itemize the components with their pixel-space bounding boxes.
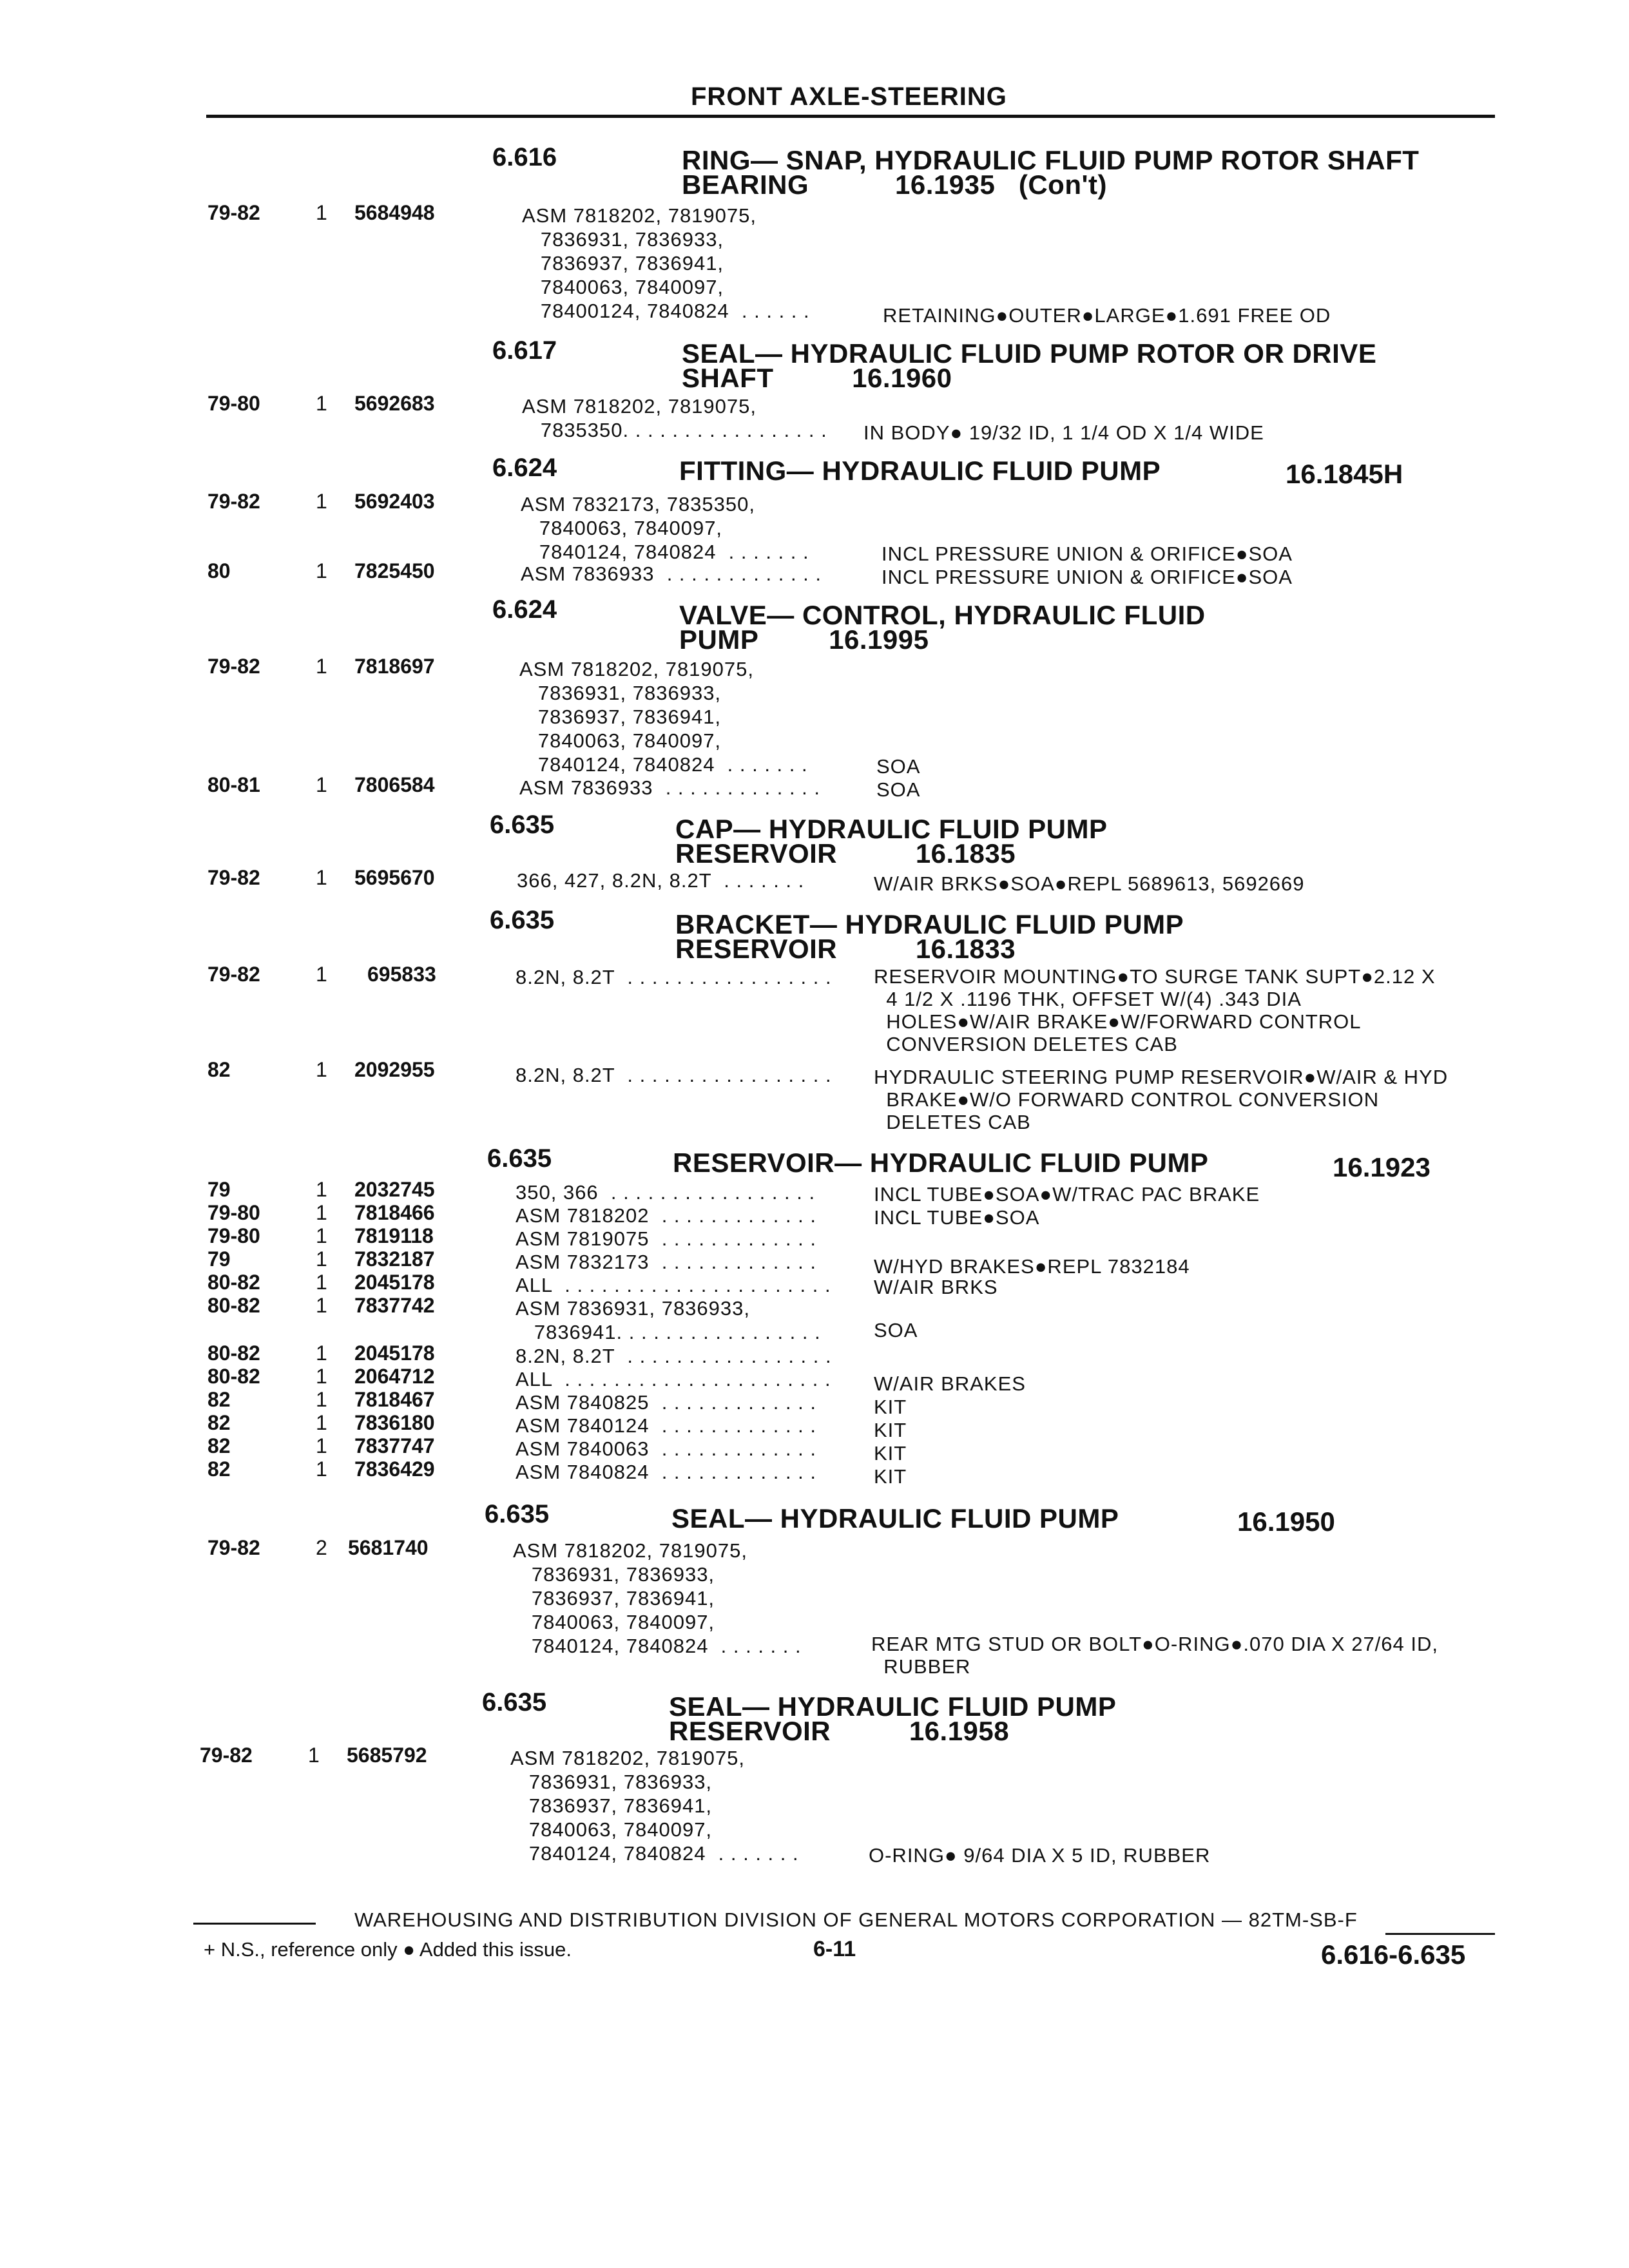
- usage: ASM 7819075 . . . . . . . . . . . . .: [516, 1227, 817, 1250]
- section-number: 6.635: [490, 811, 555, 839]
- quantity: 1: [316, 1434, 327, 1457]
- footer-legend: + N.S., reference only ● Added this issue.: [204, 1938, 572, 1961]
- part-number: 5695670: [354, 866, 435, 889]
- years: 79-82: [207, 490, 260, 513]
- part-number: 7836180: [354, 1411, 435, 1434]
- description: KIT: [874, 1442, 907, 1465]
- description: KIT: [874, 1396, 907, 1418]
- part-number: 7832187: [354, 1247, 435, 1271]
- years: 79-82: [200, 1744, 253, 1767]
- part-number: 5681740: [348, 1536, 429, 1559]
- usage: ASM 7836933 . . . . . . . . . . . . .: [521, 562, 822, 585]
- description: INCL PRESSURE UNION & ORIFICE●SOA: [882, 566, 1293, 588]
- part-number: 2092955: [354, 1058, 435, 1081]
- quantity: 1: [316, 1388, 327, 1411]
- part-number: 2045178: [354, 1271, 435, 1294]
- usage: ASM 7840124 . . . . . . . . . . . . .: [516, 1414, 817, 1437]
- part-number: 5685792: [347, 1744, 427, 1767]
- header-rule: [206, 115, 1495, 118]
- section-title: SEAL— HYDRAULIC FLUID PUMP RESERVOIR 16.1958: [669, 1691, 1117, 1746]
- years: 79-82: [207, 866, 260, 889]
- description: INCL TUBE●SOA●W/TRAC PAC BRAKE: [874, 1183, 1260, 1206]
- years: 80-81: [207, 773, 260, 796]
- footer-publisher: WAREHOUSING AND DISTRIBUTION DIVISION OF GENERAL MOTORS CORPORATION — 82TM-SB-F: [354, 1908, 1358, 1931]
- years: 82: [207, 1434, 231, 1457]
- quantity: 1: [316, 1247, 327, 1271]
- section-number: 6.635: [485, 1500, 550, 1528]
- part-number: 5692403: [354, 490, 435, 513]
- years: 79-80: [207, 1224, 260, 1247]
- description: RESERVOIR MOUNTING●TO SURGE TANK SUPT●2.12 X 4 1/2 X .1196 THK, OFFSET W/(4) .343 DIA HOLES●W/AIR BRAKE●W/FORWARD CONTROL CONVERSION DELETES CAB: [874, 965, 1436, 1055]
- years: 79: [207, 1178, 231, 1201]
- years: 79-82: [207, 963, 260, 986]
- years: 79-82: [207, 201, 260, 224]
- years: 80-82: [207, 1365, 260, 1388]
- section-number: 6.635: [487, 1144, 552, 1173]
- description: KIT: [874, 1465, 907, 1488]
- years: 82: [207, 1457, 231, 1481]
- section-title: RESERVOIR— HYDRAULIC FLUID PUMP: [673, 1148, 1209, 1178]
- part-number: 5684948: [354, 201, 435, 224]
- page-header: FRONT AXLE-STEERING: [691, 82, 1007, 111]
- quantity: 1: [308, 1744, 320, 1767]
- description: HYDRAULIC STEERING PUMP RESERVOIR●W/AIR & HYD BRAKE●W/O FORWARD CONTROL CONVERSION DELETES CAB: [874, 1066, 1449, 1133]
- usage: ASM 7818202 . . . . . . . . . . . . .: [516, 1204, 817, 1227]
- years: 80-82: [207, 1294, 260, 1317]
- part-number: 7836429: [354, 1457, 435, 1481]
- quantity: 1: [316, 1178, 327, 1201]
- usage: ASM 7818202, 7819075, 7836931, 7836933, 7836937, 7836941, 7840063, 7840097, 7840124, 7840824 . . . . . . .: [519, 658, 808, 776]
- usage: ASM 7836931, 7836933, 7836941. . . . . . . . . . . . . . . . .: [516, 1297, 821, 1343]
- quantity: 1: [316, 866, 327, 889]
- years: 79-82: [207, 1536, 260, 1559]
- usage: ASM 7832173, 7835350, 7840063, 7840097, 7840124, 7840824 . . . . . . .: [521, 493, 809, 563]
- section-number: 6.617: [492, 336, 557, 365]
- description: W/AIR BRKS: [874, 1276, 998, 1298]
- part-number: 7806584: [354, 773, 435, 796]
- description: W/HYD BRAKES●REPL 7832184: [874, 1255, 1190, 1278]
- quantity: 1: [316, 490, 327, 513]
- part-number: 7825450: [354, 559, 435, 582]
- section-title: VALVE— CONTROL, HYDRAULIC FLUID PUMP 16.1995: [679, 600, 1206, 655]
- section-title: CAP— HYDRAULIC FLUID PUMP RESERVOIR 16.1835: [675, 814, 1108, 869]
- section-number: 6.635: [490, 906, 555, 934]
- usage: 366, 427, 8.2N, 8.2T . . . . . . .: [517, 869, 805, 892]
- description: INCL TUBE●SOA: [874, 1206, 1040, 1229]
- usage: ALL . . . . . . . . . . . . . . . . . . . . . .: [516, 1368, 831, 1390]
- footer-rule-left: [193, 1923, 316, 1925]
- part-number: 2045178: [354, 1341, 435, 1365]
- part-number: 2064712: [354, 1365, 435, 1388]
- quantity: 1: [316, 1294, 327, 1317]
- years: 82: [207, 1411, 231, 1434]
- description: INCL PRESSURE UNION & ORIFICE●SOA: [882, 543, 1293, 565]
- quantity: 2: [316, 1536, 327, 1559]
- section-title: SEAL— HYDRAULIC FLUID PUMP: [671, 1503, 1119, 1533]
- quantity: 1: [316, 392, 327, 415]
- years: 80: [207, 559, 231, 582]
- section-reference: 16.1845H: [1286, 459, 1403, 489]
- quantity: 1: [316, 1457, 327, 1481]
- quantity: 1: [316, 773, 327, 796]
- section-number: 6.635: [482, 1688, 547, 1716]
- part-number: 7819118: [354, 1224, 434, 1247]
- section-title: BRACKET— HYDRAULIC FLUID PUMP RESERVOIR 16.1833: [675, 909, 1184, 964]
- usage: ASM 7818202, 7819075, 7836931, 7836933, 7836937, 7836941, 7840063, 7840097, 7840124, 7840824 . . . . . . .: [510, 1747, 799, 1865]
- usage: ASM 7836933 . . . . . . . . . . . . .: [519, 776, 821, 799]
- description: KIT: [874, 1419, 907, 1441]
- years: 79: [207, 1247, 231, 1271]
- usage: 350, 366 . . . . . . . . . . . . . . . . .: [516, 1181, 816, 1204]
- section-title: RING— SNAP, HYDRAULIC FLUID PUMP ROTOR SHAFT BEARING 16.1935 (Con't): [682, 145, 1420, 200]
- years: 79-80: [207, 392, 260, 415]
- usage: ALL . . . . . . . . . . . . . . . . . . . . . .: [516, 1274, 831, 1296]
- quantity: 1: [316, 1224, 327, 1247]
- section-reference: 16.1950: [1237, 1506, 1335, 1537]
- section-title: SEAL— HYDRAULIC FLUID PUMP ROTOR OR DRIVE SHAFT 16.1960: [682, 338, 1377, 393]
- page-number: 6-11: [813, 1937, 856, 1961]
- part-number: 7837742: [354, 1294, 435, 1317]
- quantity: 1: [316, 1271, 327, 1294]
- years: 82: [207, 1388, 231, 1411]
- quantity: 1: [316, 963, 327, 986]
- description: SOA: [876, 755, 921, 778]
- quantity: 1: [316, 1365, 327, 1388]
- part-number: 695833: [367, 963, 436, 986]
- years: 82: [207, 1058, 231, 1081]
- usage: ASM 7818202, 7819075, 7836931, 7836933, 7836937, 7836941, 7840063, 7840097, 7840124, 7840824 . . . . . . .: [513, 1539, 802, 1657]
- description: REAR MTG STUD OR BOLT●O-RING●.070 DIA X 27/64 ID, RUBBER: [871, 1633, 1439, 1678]
- description: SOA: [876, 778, 921, 801]
- description: W/AIR BRKS●SOA●REPL 5689613, 5692669: [874, 872, 1305, 895]
- quantity: 1: [316, 201, 327, 224]
- part-number: 5692683: [354, 392, 435, 415]
- years: 80-82: [207, 1341, 260, 1365]
- part-number: 2032745: [354, 1178, 435, 1201]
- usage: 8.2N, 8.2T . . . . . . . . . . . . . . . . .: [516, 1064, 832, 1086]
- section-range: 6.616-6.635: [1321, 1939, 1466, 1970]
- years: 79-80: [207, 1201, 260, 1224]
- part-number: 7818697: [354, 655, 435, 678]
- section-reference: 16.1923: [1333, 1152, 1431, 1182]
- usage: ASM 7832173 . . . . . . . . . . . . .: [516, 1251, 817, 1273]
- quantity: 1: [316, 655, 327, 678]
- section-number: 6.624: [492, 454, 557, 482]
- part-number: 7818467: [354, 1388, 435, 1411]
- usage: ASM 7818202, 7819075, 7836931, 7836933, 7836937, 7836941, 7840063, 7840097, 78400124, 7840824 . . . . . .: [522, 204, 810, 322]
- description: O-RING● 9/64 DIA X 5 ID, RUBBER: [869, 1844, 1211, 1867]
- quantity: 1: [316, 559, 327, 582]
- part-number: 7818466: [354, 1201, 435, 1224]
- usage: ASM 7840825 . . . . . . . . . . . . .: [516, 1391, 817, 1414]
- section-number: 6.624: [492, 595, 557, 624]
- years: 80-82: [207, 1271, 260, 1294]
- usage: ASM 7840063 . . . . . . . . . . . . .: [516, 1437, 817, 1460]
- section-title: FITTING— HYDRAULIC FLUID PUMP: [679, 456, 1161, 486]
- years: 79-82: [207, 655, 260, 678]
- usage: 8.2N, 8.2T . . . . . . . . . . . . . . . . .: [516, 1345, 832, 1367]
- quantity: 1: [316, 1411, 327, 1434]
- section-number: 6.616: [492, 143, 557, 171]
- description: SOA: [874, 1319, 918, 1341]
- quantity: 1: [316, 1058, 327, 1081]
- description: W/AIR BRAKES: [874, 1372, 1026, 1395]
- description: RETAINING●OUTER●LARGE●1.691 FREE OD: [883, 304, 1331, 327]
- quantity: 1: [316, 1341, 327, 1365]
- usage: 8.2N, 8.2T . . . . . . . . . . . . . . . . .: [516, 966, 832, 988]
- description: IN BODY● 19/32 ID, 1 1/4 OD X 1/4 WIDE: [863, 421, 1264, 444]
- part-number: 7837747: [354, 1434, 435, 1457]
- usage: ASM 7818202, 7819075, 7835350. . . . . . . . . . . . . . . . .: [522, 395, 827, 441]
- footer-rule-right: [1385, 1933, 1495, 1935]
- usage: ASM 7840824 . . . . . . . . . . . . .: [516, 1461, 817, 1483]
- quantity: 1: [316, 1201, 327, 1224]
